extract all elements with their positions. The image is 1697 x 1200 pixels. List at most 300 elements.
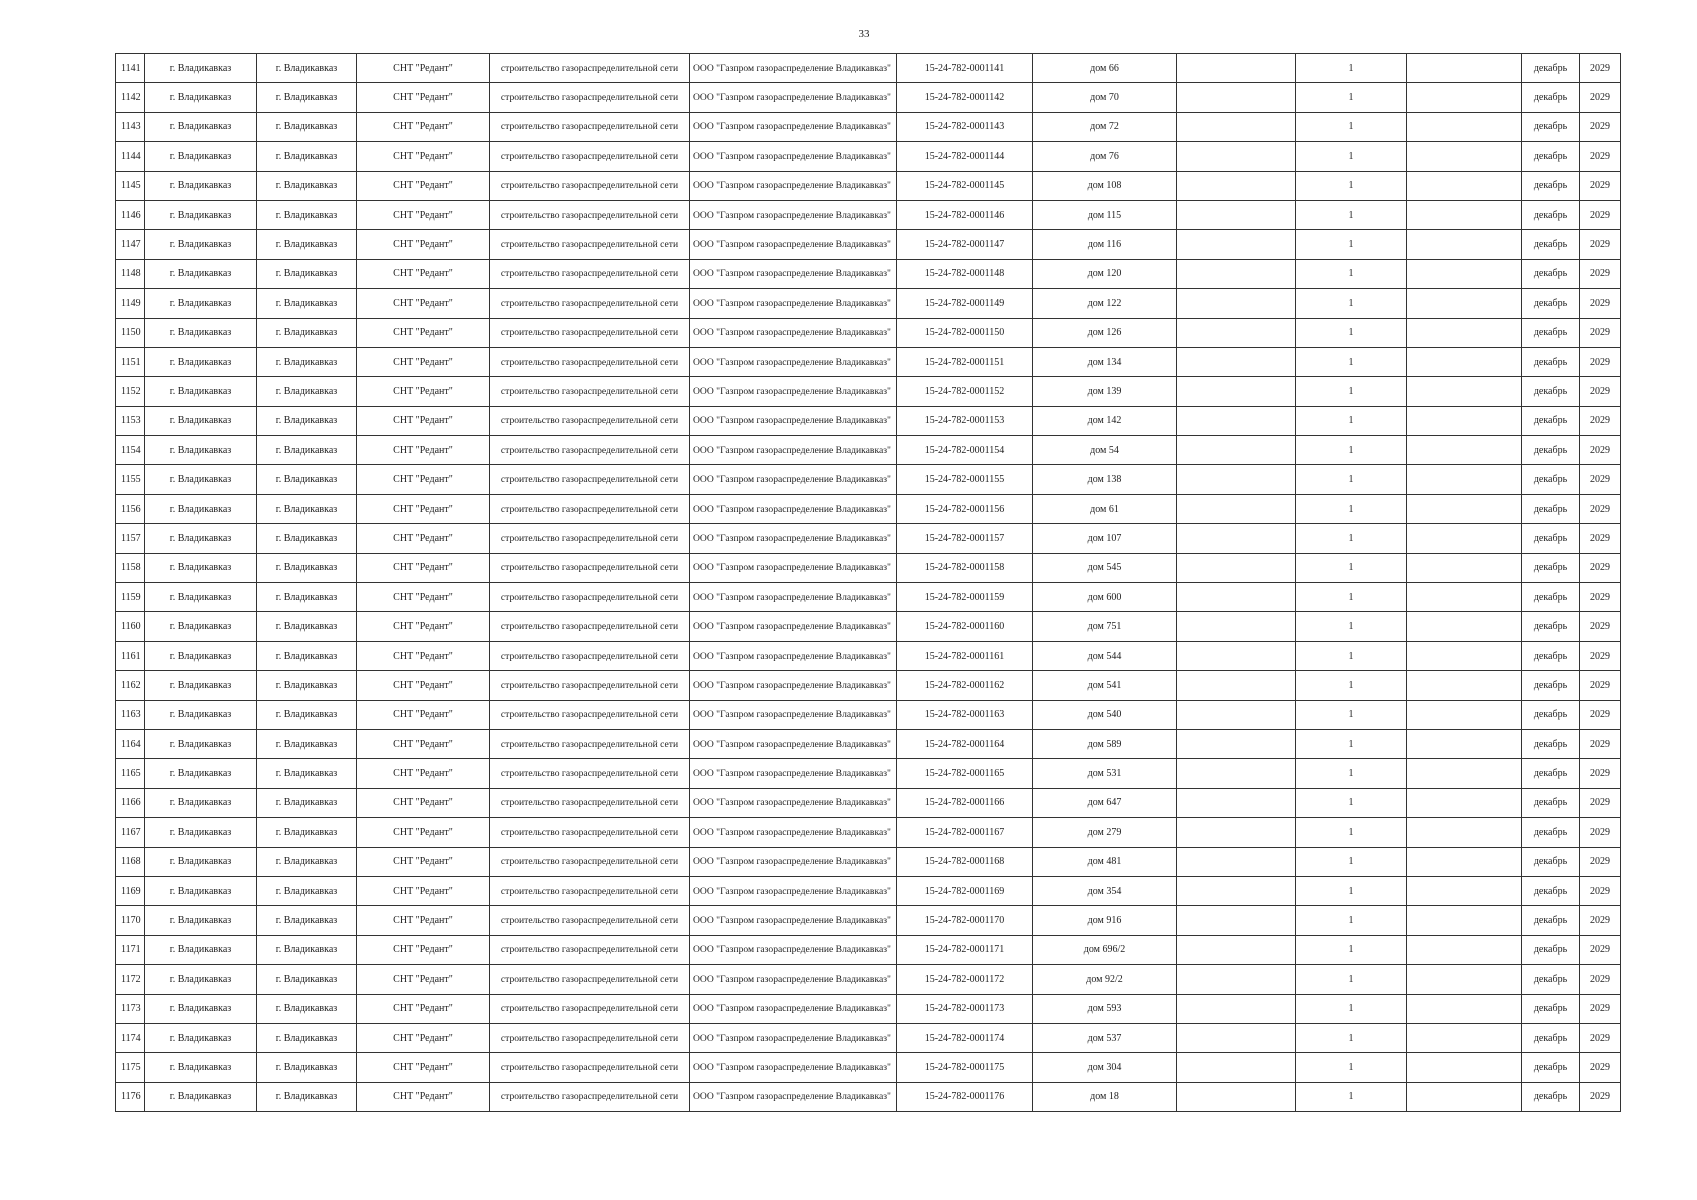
row-number: 1152: [116, 377, 145, 406]
object-cell: СНТ "Редант": [357, 1082, 490, 1111]
organization-cell: ООО "Газпром газораспределение Владикавказ": [690, 259, 897, 288]
object-code-cell: 15-24-782-0001167: [897, 818, 1033, 847]
city-cell: г. Владикавказ: [257, 612, 357, 641]
month-cell: декабрь: [1522, 524, 1580, 553]
city-cell: г. Владикавказ: [257, 259, 357, 288]
object-cell: СНТ "Редант": [357, 818, 490, 847]
object-cell: СНТ "Редант": [357, 788, 490, 817]
object-cell: СНТ "Редант": [357, 230, 490, 259]
row-number: 1176: [116, 1082, 145, 1111]
work-type-cell: строительство газораспределительной сети: [490, 142, 690, 171]
city-cell: г. Владикавказ: [257, 289, 357, 318]
organization-cell: ООО "Газпром газораспределение Владикавказ": [690, 1023, 897, 1052]
work-type-cell: строительство газораспределительной сети: [490, 112, 690, 141]
city-cell: г. Владикавказ: [257, 171, 357, 200]
empty-cell: [1177, 289, 1296, 318]
address-cell: дом 126: [1033, 318, 1177, 347]
empty-cell: [1177, 759, 1296, 788]
work-type-cell: строительство газораспределительной сети: [490, 1023, 690, 1052]
year-cell: 2029: [1580, 553, 1621, 582]
organization-cell: ООО "Газпром газораспределение Владикавказ": [690, 406, 897, 435]
object-cell: СНТ "Редант": [357, 436, 490, 465]
object-cell: СНТ "Редант": [357, 641, 490, 670]
empty-cell: [1177, 935, 1296, 964]
object-cell: СНТ "Редант": [357, 935, 490, 964]
table-row: [116, 465, 1621, 494]
month-cell: декабрь: [1522, 289, 1580, 318]
table-row: [116, 759, 1621, 788]
table-row: [116, 700, 1621, 729]
city-cell: г. Владикавказ: [257, 494, 357, 523]
object-cell: СНТ "Редант": [357, 347, 490, 376]
quantity-cell: 1: [1296, 200, 1407, 229]
empty-cell: [1177, 906, 1296, 935]
organization-cell: ООО "Газпром газораспределение Владикавказ": [690, 436, 897, 465]
district-cell: г. Владикавказ: [145, 347, 257, 376]
row-number: 1175: [116, 1053, 145, 1082]
district-cell: г. Владикавказ: [145, 200, 257, 229]
object-code-cell: 15-24-782-0001157: [897, 524, 1033, 553]
table-row: [116, 906, 1621, 935]
empty-cell: [1177, 230, 1296, 259]
address-cell: дом 18: [1033, 1082, 1177, 1111]
empty-cell: [1177, 994, 1296, 1023]
month-cell: декабрь: [1522, 406, 1580, 435]
object-code-cell: 15-24-782-0001170: [897, 906, 1033, 935]
table-row: [116, 377, 1621, 406]
address-cell: дом 545: [1033, 553, 1177, 582]
organization-cell: ООО "Газпром газораспределение Владикавказ": [690, 847, 897, 876]
empty-cell: [1177, 318, 1296, 347]
city-cell: г. Владикавказ: [257, 200, 357, 229]
object-code-cell: 15-24-782-0001144: [897, 142, 1033, 171]
row-number: 1161: [116, 641, 145, 670]
row-number: 1173: [116, 994, 145, 1023]
empty-cell: [1407, 436, 1522, 465]
empty-cell: [1407, 553, 1522, 582]
year-cell: 2029: [1580, 377, 1621, 406]
row-number: 1174: [116, 1023, 145, 1052]
work-type-cell: строительство газораспределительной сети: [490, 406, 690, 435]
row-number: 1160: [116, 612, 145, 641]
empty-cell: [1177, 406, 1296, 435]
empty-cell: [1407, 965, 1522, 994]
empty-cell: [1407, 347, 1522, 376]
object-cell: СНТ "Редант": [357, 994, 490, 1023]
object-code-cell: 15-24-782-0001175: [897, 1053, 1033, 1082]
table-row: [116, 671, 1621, 700]
address-cell: дом 139: [1033, 377, 1177, 406]
work-type-cell: строительство газораспределительной сети: [490, 641, 690, 670]
table-row: [116, 494, 1621, 523]
quantity-cell: 1: [1296, 171, 1407, 200]
quantity-cell: 1: [1296, 994, 1407, 1023]
object-code-cell: 15-24-782-0001158: [897, 553, 1033, 582]
row-number: 1159: [116, 583, 145, 612]
empty-cell: [1407, 1023, 1522, 1052]
quantity-cell: 1: [1296, 729, 1407, 758]
organization-cell: ООО "Газпром газораспределение Владикавказ": [690, 524, 897, 553]
city-cell: г. Владикавказ: [257, 818, 357, 847]
object-code-cell: 15-24-782-0001152: [897, 377, 1033, 406]
work-type-cell: строительство газораспределительной сети: [490, 318, 690, 347]
empty-cell: [1407, 230, 1522, 259]
empty-cell: [1407, 1082, 1522, 1111]
district-cell: г. Владикавказ: [145, 788, 257, 817]
empty-cell: [1177, 671, 1296, 700]
work-type-cell: строительство газораспределительной сети: [490, 612, 690, 641]
object-code-cell: 15-24-782-0001174: [897, 1023, 1033, 1052]
year-cell: 2029: [1580, 1023, 1621, 1052]
table-row: [116, 994, 1621, 1023]
empty-cell: [1407, 1053, 1522, 1082]
year-cell: 2029: [1580, 906, 1621, 935]
year-cell: 2029: [1580, 54, 1621, 83]
table-row: [116, 318, 1621, 347]
year-cell: 2029: [1580, 847, 1621, 876]
table-row: [116, 259, 1621, 288]
month-cell: декабрь: [1522, 612, 1580, 641]
empty-cell: [1177, 54, 1296, 83]
empty-cell: [1177, 112, 1296, 141]
object-code-cell: 15-24-782-0001160: [897, 612, 1033, 641]
district-cell: г. Владикавказ: [145, 876, 257, 905]
quantity-cell: 1: [1296, 965, 1407, 994]
month-cell: декабрь: [1522, 494, 1580, 523]
district-cell: г. Владикавказ: [145, 524, 257, 553]
organization-cell: ООО "Газпром газораспределение Владикавказ": [690, 494, 897, 523]
work-type-cell: строительство газораспределительной сети: [490, 1082, 690, 1111]
empty-cell: [1407, 200, 1522, 229]
work-type-cell: строительство газораспределительной сети: [490, 583, 690, 612]
object-cell: СНТ "Редант": [357, 612, 490, 641]
empty-cell: [1407, 994, 1522, 1023]
empty-cell: [1407, 935, 1522, 964]
object-cell: СНТ "Редант": [357, 876, 490, 905]
table-row: [116, 1023, 1621, 1052]
row-number: 1151: [116, 347, 145, 376]
district-cell: г. Владикавказ: [145, 994, 257, 1023]
table-row: [116, 142, 1621, 171]
table-row: [116, 788, 1621, 817]
month-cell: декабрь: [1522, 671, 1580, 700]
quantity-cell: 1: [1296, 112, 1407, 141]
month-cell: декабрь: [1522, 994, 1580, 1023]
address-cell: дом 116: [1033, 230, 1177, 259]
work-type-cell: строительство газораспределительной сети: [490, 171, 690, 200]
object-code-cell: 15-24-782-0001159: [897, 583, 1033, 612]
table-row: [116, 171, 1621, 200]
object-code-cell: 15-24-782-0001155: [897, 465, 1033, 494]
row-number: 1142: [116, 83, 145, 112]
district-cell: г. Владикавказ: [145, 965, 257, 994]
city-cell: г. Владикавказ: [257, 965, 357, 994]
work-type-cell: строительство газораспределительной сети: [490, 54, 690, 83]
organization-cell: ООО "Газпром газораспределение Владикавказ": [690, 729, 897, 758]
year-cell: 2029: [1580, 1053, 1621, 1082]
object-code-cell: 15-24-782-0001156: [897, 494, 1033, 523]
work-type-cell: строительство газораспределительной сети: [490, 876, 690, 905]
quantity-cell: 1: [1296, 671, 1407, 700]
object-code-cell: 15-24-782-0001141: [897, 54, 1033, 83]
city-cell: г. Владикавказ: [257, 906, 357, 935]
year-cell: 2029: [1580, 788, 1621, 817]
empty-cell: [1177, 494, 1296, 523]
table-row: [116, 230, 1621, 259]
address-cell: дом 696/2: [1033, 935, 1177, 964]
address-cell: дом 589: [1033, 729, 1177, 758]
district-cell: г. Владикавказ: [145, 906, 257, 935]
object-code-cell: 15-24-782-0001153: [897, 406, 1033, 435]
address-cell: дом 481: [1033, 847, 1177, 876]
organization-cell: ООО "Газпром газораспределение Владикавказ": [690, 83, 897, 112]
work-type-cell: строительство газораспределительной сети: [490, 788, 690, 817]
work-type-cell: строительство газораспределительной сети: [490, 994, 690, 1023]
object-code-cell: 15-24-782-0001150: [897, 318, 1033, 347]
quantity-cell: 1: [1296, 788, 1407, 817]
work-type-cell: строительство газораспределительной сети: [490, 965, 690, 994]
month-cell: декабрь: [1522, 1023, 1580, 1052]
district-cell: г. Владикавказ: [145, 406, 257, 435]
quantity-cell: 1: [1296, 1053, 1407, 1082]
empty-cell: [1177, 436, 1296, 465]
organization-cell: ООО "Газпром газораспределение Владикавказ": [690, 112, 897, 141]
work-type-cell: строительство газораспределительной сети: [490, 200, 690, 229]
object-code-cell: 15-24-782-0001171: [897, 935, 1033, 964]
object-code-cell: 15-24-782-0001164: [897, 729, 1033, 758]
quantity-cell: 1: [1296, 583, 1407, 612]
district-cell: г. Владикавказ: [145, 465, 257, 494]
year-cell: 2029: [1580, 406, 1621, 435]
organization-cell: ООО "Газпром газораспределение Владикавказ": [690, 230, 897, 259]
row-number: 1163: [116, 700, 145, 729]
empty-cell: [1177, 612, 1296, 641]
year-cell: 2029: [1580, 200, 1621, 229]
empty-cell: [1177, 788, 1296, 817]
organization-cell: ООО "Газпром газораспределение Владикавказ": [690, 553, 897, 582]
quantity-cell: 1: [1296, 289, 1407, 318]
district-cell: г. Владикавказ: [145, 641, 257, 670]
object-code-cell: 15-24-782-0001172: [897, 965, 1033, 994]
year-cell: 2029: [1580, 171, 1621, 200]
row-number: 1155: [116, 465, 145, 494]
object-code-cell: 15-24-782-0001145: [897, 171, 1033, 200]
organization-cell: ООО "Газпром газораспределение Владикавказ": [690, 377, 897, 406]
object-cell: СНТ "Редант": [357, 524, 490, 553]
empty-cell: [1407, 112, 1522, 141]
district-cell: г. Владикавказ: [145, 1082, 257, 1111]
district-cell: г. Владикавказ: [145, 759, 257, 788]
address-cell: дом 142: [1033, 406, 1177, 435]
quantity-cell: 1: [1296, 524, 1407, 553]
empty-cell: [1177, 171, 1296, 200]
quantity-cell: 1: [1296, 377, 1407, 406]
year-cell: 2029: [1580, 935, 1621, 964]
address-cell: дом 134: [1033, 347, 1177, 376]
address-cell: дом 751: [1033, 612, 1177, 641]
quantity-cell: 1: [1296, 406, 1407, 435]
district-cell: г. Владикавказ: [145, 54, 257, 83]
empty-cell: [1407, 641, 1522, 670]
address-cell: дом 544: [1033, 641, 1177, 670]
row-number: 1149: [116, 289, 145, 318]
object-cell: СНТ "Редант": [357, 142, 490, 171]
object-cell: СНТ "Редант": [357, 259, 490, 288]
address-cell: дом 70: [1033, 83, 1177, 112]
work-type-cell: строительство газораспределительной сети: [490, 377, 690, 406]
table-row: [116, 641, 1621, 670]
quantity-cell: 1: [1296, 465, 1407, 494]
organization-cell: ООО "Газпром газораспределение Владикавказ": [690, 671, 897, 700]
city-cell: г. Владикавказ: [257, 142, 357, 171]
organization-cell: ООО "Газпром газораспределение Владикавказ": [690, 200, 897, 229]
gas-network-table: [115, 53, 1621, 1112]
organization-cell: ООО "Газпром газораспределение Владикавказ": [690, 54, 897, 83]
object-code-cell: 15-24-782-0001151: [897, 347, 1033, 376]
empty-cell: [1177, 259, 1296, 288]
address-cell: дом 600: [1033, 583, 1177, 612]
district-cell: г. Владикавказ: [145, 553, 257, 582]
object-cell: СНТ "Редант": [357, 553, 490, 582]
city-cell: г. Владикавказ: [257, 1082, 357, 1111]
city-cell: г. Владикавказ: [257, 583, 357, 612]
month-cell: декабрь: [1522, 112, 1580, 141]
object-code-cell: 15-24-782-0001142: [897, 83, 1033, 112]
address-cell: дом 72: [1033, 112, 1177, 141]
table-row: [116, 553, 1621, 582]
row-number: 1158: [116, 553, 145, 582]
year-cell: 2029: [1580, 612, 1621, 641]
address-cell: дом 279: [1033, 818, 1177, 847]
empty-cell: [1407, 465, 1522, 494]
empty-cell: [1407, 818, 1522, 847]
year-cell: 2029: [1580, 729, 1621, 758]
month-cell: декабрь: [1522, 965, 1580, 994]
table-row: [116, 876, 1621, 905]
empty-cell: [1177, 1053, 1296, 1082]
organization-cell: ООО "Газпром газораспределение Владикавказ": [690, 318, 897, 347]
month-cell: декабрь: [1522, 935, 1580, 964]
empty-cell: [1407, 289, 1522, 318]
quantity-cell: 1: [1296, 847, 1407, 876]
address-cell: дом 54: [1033, 436, 1177, 465]
row-number: 1170: [116, 906, 145, 935]
empty-cell: [1407, 83, 1522, 112]
district-cell: г. Владикавказ: [145, 700, 257, 729]
empty-cell: [1407, 406, 1522, 435]
empty-cell: [1177, 83, 1296, 112]
address-cell: дом 540: [1033, 700, 1177, 729]
empty-cell: [1177, 465, 1296, 494]
table-row: [116, 83, 1621, 112]
address-cell: дом 108: [1033, 171, 1177, 200]
month-cell: декабрь: [1522, 83, 1580, 112]
object-cell: СНТ "Редант": [357, 583, 490, 612]
work-type-cell: строительство газораспределительной сети: [490, 524, 690, 553]
empty-cell: [1177, 965, 1296, 994]
city-cell: г. Владикавказ: [257, 406, 357, 435]
address-cell: дом 120: [1033, 259, 1177, 288]
table-row: [116, 583, 1621, 612]
city-cell: г. Владикавказ: [257, 230, 357, 259]
empty-cell: [1407, 847, 1522, 876]
row-number: 1143: [116, 112, 145, 141]
empty-cell: [1177, 818, 1296, 847]
quantity-cell: 1: [1296, 259, 1407, 288]
city-cell: г. Владикавказ: [257, 641, 357, 670]
district-cell: г. Владикавказ: [145, 171, 257, 200]
organization-cell: ООО "Газпром газораспределение Владикавказ": [690, 465, 897, 494]
object-code-cell: 15-24-782-0001173: [897, 994, 1033, 1023]
quantity-cell: 1: [1296, 83, 1407, 112]
organization-cell: ООО "Газпром газораспределение Владикавказ": [690, 788, 897, 817]
work-type-cell: строительство газораспределительной сети: [490, 1053, 690, 1082]
quantity-cell: 1: [1296, 818, 1407, 847]
work-type-cell: строительство газораспределительной сети: [490, 230, 690, 259]
organization-cell: ООО "Газпром газораспределение Владикавказ": [690, 171, 897, 200]
empty-cell: [1177, 583, 1296, 612]
city-cell: г. Владикавказ: [257, 465, 357, 494]
city-cell: г. Владикавказ: [257, 347, 357, 376]
city-cell: г. Владикавказ: [257, 671, 357, 700]
district-cell: г. Владикавказ: [145, 289, 257, 318]
quantity-cell: 1: [1296, 230, 1407, 259]
district-cell: г. Владикавказ: [145, 818, 257, 847]
table-row: [116, 347, 1621, 376]
month-cell: декабрь: [1522, 347, 1580, 376]
month-cell: декабрь: [1522, 641, 1580, 670]
year-cell: 2029: [1580, 289, 1621, 318]
work-type-cell: строительство газораспределительной сети: [490, 935, 690, 964]
year-cell: 2029: [1580, 83, 1621, 112]
quantity-cell: 1: [1296, 906, 1407, 935]
city-cell: г. Владикавказ: [257, 935, 357, 964]
quantity-cell: 1: [1296, 54, 1407, 83]
empty-cell: [1407, 171, 1522, 200]
empty-cell: [1407, 906, 1522, 935]
object-cell: СНТ "Редант": [357, 965, 490, 994]
organization-cell: ООО "Газпром газораспределение Владикавказ": [690, 965, 897, 994]
organization-cell: ООО "Газпром газораспределение Владикавказ": [690, 347, 897, 376]
month-cell: декабрь: [1522, 876, 1580, 905]
year-cell: 2029: [1580, 318, 1621, 347]
organization-cell: ООО "Газпром газораспределение Владикавказ": [690, 994, 897, 1023]
organization-cell: ООО "Газпром газораспределение Владикавказ": [690, 700, 897, 729]
object-cell: СНТ "Редант": [357, 83, 490, 112]
city-cell: г. Владикавказ: [257, 318, 357, 347]
quantity-cell: 1: [1296, 347, 1407, 376]
empty-cell: [1407, 759, 1522, 788]
year-cell: 2029: [1580, 142, 1621, 171]
month-cell: декабрь: [1522, 583, 1580, 612]
object-code-cell: 15-24-782-0001146: [897, 200, 1033, 229]
year-cell: 2029: [1580, 583, 1621, 612]
quantity-cell: 1: [1296, 935, 1407, 964]
row-number: 1165: [116, 759, 145, 788]
table-row: [116, 200, 1621, 229]
year-cell: 2029: [1580, 494, 1621, 523]
work-type-cell: строительство газораспределительной сети: [490, 700, 690, 729]
year-cell: 2029: [1580, 259, 1621, 288]
object-code-cell: 15-24-782-0001161: [897, 641, 1033, 670]
address-cell: дом 66: [1033, 54, 1177, 83]
month-cell: декабрь: [1522, 729, 1580, 758]
organization-cell: ООО "Газпром газораспределение Владикавказ": [690, 906, 897, 935]
table-row: [116, 965, 1621, 994]
district-cell: г. Владикавказ: [145, 729, 257, 758]
district-cell: г. Владикавказ: [145, 1023, 257, 1052]
object-cell: СНТ "Редант": [357, 494, 490, 523]
